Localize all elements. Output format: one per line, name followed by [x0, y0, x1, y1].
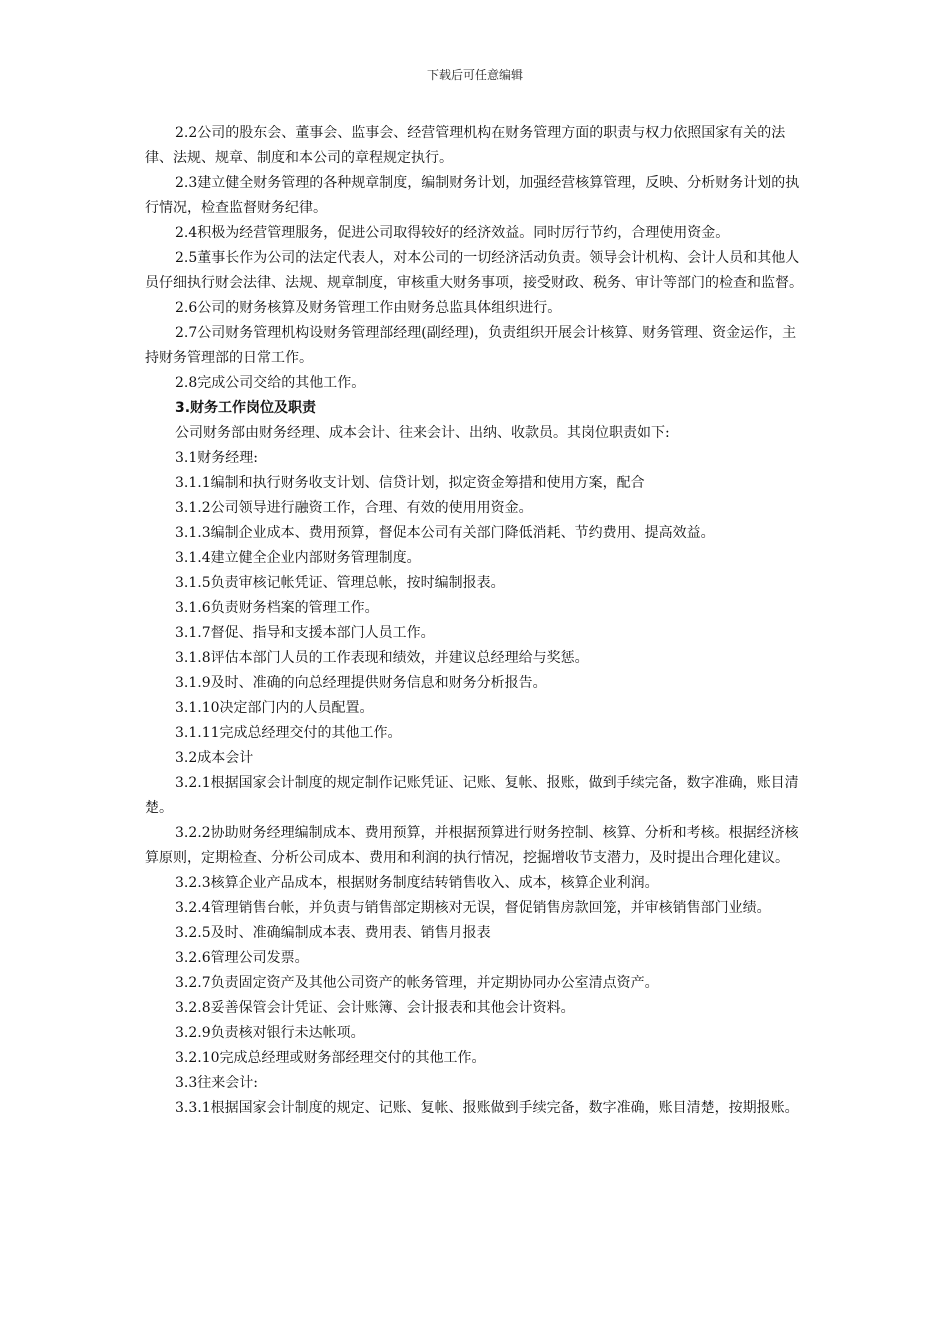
subheading-3-2: 3.2成本会计	[175, 750, 254, 766]
paragraph-3-2-3: 3.2.3核算企业产品成本，根据财务制度结转销售收入、成本，核算企业利润。	[175, 875, 659, 891]
paragraph-3-1-10: 3.1.10决定部门内的人员配置。	[175, 700, 374, 716]
paragraph-2-7: 2.7公司财务管理机构设财务管理部经理(副经理)，负责组织开展会计核算、财务管理、资金运作，主持财务管理部的日常工作。	[145, 325, 797, 366]
paragraph-2-5: 2.5董事长作为公司的法定代表人，对本公司的一切经济活动负责。领导会计机构、会计人员和其他人员仔细执行财会法律、法规、规章制度，审核重大财务事项，接受财政、税务、审计等部门的检查和监督。	[145, 250, 803, 291]
paragraph-3-2-6: 3.2.6管理公司发票。	[175, 950, 309, 966]
paragraph-3-2-10: 3.2.10完成总经理或财务部经理交付的其他工作。	[175, 1050, 486, 1066]
paragraph-3-1-4: 3.1.4建立健全企业内部财务管理制度。	[175, 550, 421, 566]
paragraph-3-1-3: 3.1.3编制企业成本、费用预算，督促本公司有关部门降低消耗、节约费用、提高效益。	[175, 525, 715, 541]
paragraph-2-3: 2.3建立健全财务管理的各种规章制度，编制财务计划，加强经营核算管理，反映、分析财务计划的执行情况，检查监督财务纪律。	[145, 175, 800, 216]
page-header: 下载后可任意编辑	[426, 68, 523, 82]
document-body	[145, 121, 807, 1121]
paragraph-2-2: 2.2公司的股东会、董事会、监事会、经营管理机构在财务管理方面的职责与权力依照国家有关的法律、法规、规章、制度和本公司的章程规定执行。	[145, 125, 786, 166]
paragraph-3-2-1: 3.2.1根据国家会计制度的规定制作记账凭证、记账、复帐、报账，做到手续完备，数字准确，账目清楚。	[145, 775, 799, 816]
subheading-3-3: 3.3往来会计:	[175, 1075, 258, 1091]
section-heading-3: 3.财务工作岗位及职责	[175, 400, 317, 416]
paragraph-3-1-1: 3.1.1编制和执行财务收支计划、信贷计划，拟定资金筹措和使用方案，配合	[175, 475, 645, 491]
paragraph-3-2-9: 3.2.9负责核对银行未达帐项。	[175, 1025, 365, 1041]
paragraph-3-1-6: 3.1.6负责财务档案的管理工作。	[175, 600, 379, 616]
paragraph-2-8: 2.8完成公司交给的其他工作。	[175, 375, 366, 391]
paragraph-3-1-5: 3.1.5负责审核记帐凭证、管理总帐，按时编制报表。	[175, 575, 505, 591]
paragraph-3-1-9: 3.1.9及时、准确的向总经理提供财务信息和财务分析报告。	[175, 675, 547, 691]
paragraph-3-1-2: 3.1.2公司领导进行融资工作，合理、有效的使用用资金。	[175, 500, 533, 516]
paragraph-3-1-11: 3.1.11完成总经理交付的其他工作。	[175, 725, 402, 741]
paragraph-2-4: 2.4积极为经营管理服务，促进公司取得较好的经济效益。同时厉行节约，合理使用资金。	[175, 225, 730, 241]
paragraph-3-2-2: 3.2.2协助财务经理编制成本、费用预算，并根据预算进行财务控制、核算、分析和考核。根据经济核算原则，定期检查、分析公司成本、费用和利润的执行情况，挖掘增收节支潜力，及时提出合理化建议。	[145, 825, 799, 866]
paragraph-3-1-8: 3.1.8评估本部门人员的工作表现和绩效，并建议总经理给与奖惩。	[175, 650, 589, 666]
paragraph-3-2-8: 3.2.8妥善保管会计凭证、会计账簿、会计报表和其他会计资料。	[175, 1000, 575, 1016]
paragraph-2-6: 2.6公司的财务核算及财务管理工作由财务总监具体组织进行。	[175, 300, 562, 316]
paragraph-3-2-4: 3.2.4管理销售台帐，并负责与销售部定期核对无误，督促销售房款回笼，并审核销售部门业绩。	[175, 900, 771, 916]
paragraph-3-intro: 公司财务部由财务经理、成本会计、往来会计、出纳、收款员。其岗位职责如下:	[175, 425, 670, 441]
paragraph-3-2-7: 3.2.7负责固定资产及其他公司资产的帐务管理，并定期协同办公室清点资产。	[175, 975, 659, 991]
paragraph-3-3-1: 3.3.1根据国家会计制度的规定、记账、复帐、报账做到手续完备，数字准确，账目清楚，按期报账。	[175, 1100, 799, 1116]
paragraph-3-2-5: 3.2.5及时、准确编制成本表、费用表、销售月报表	[175, 925, 491, 941]
subheading-3-1: 3.1财务经理:	[175, 450, 258, 466]
paragraph-3-1-7: 3.1.7督促、指导和支援本部门人员工作。	[175, 625, 435, 641]
